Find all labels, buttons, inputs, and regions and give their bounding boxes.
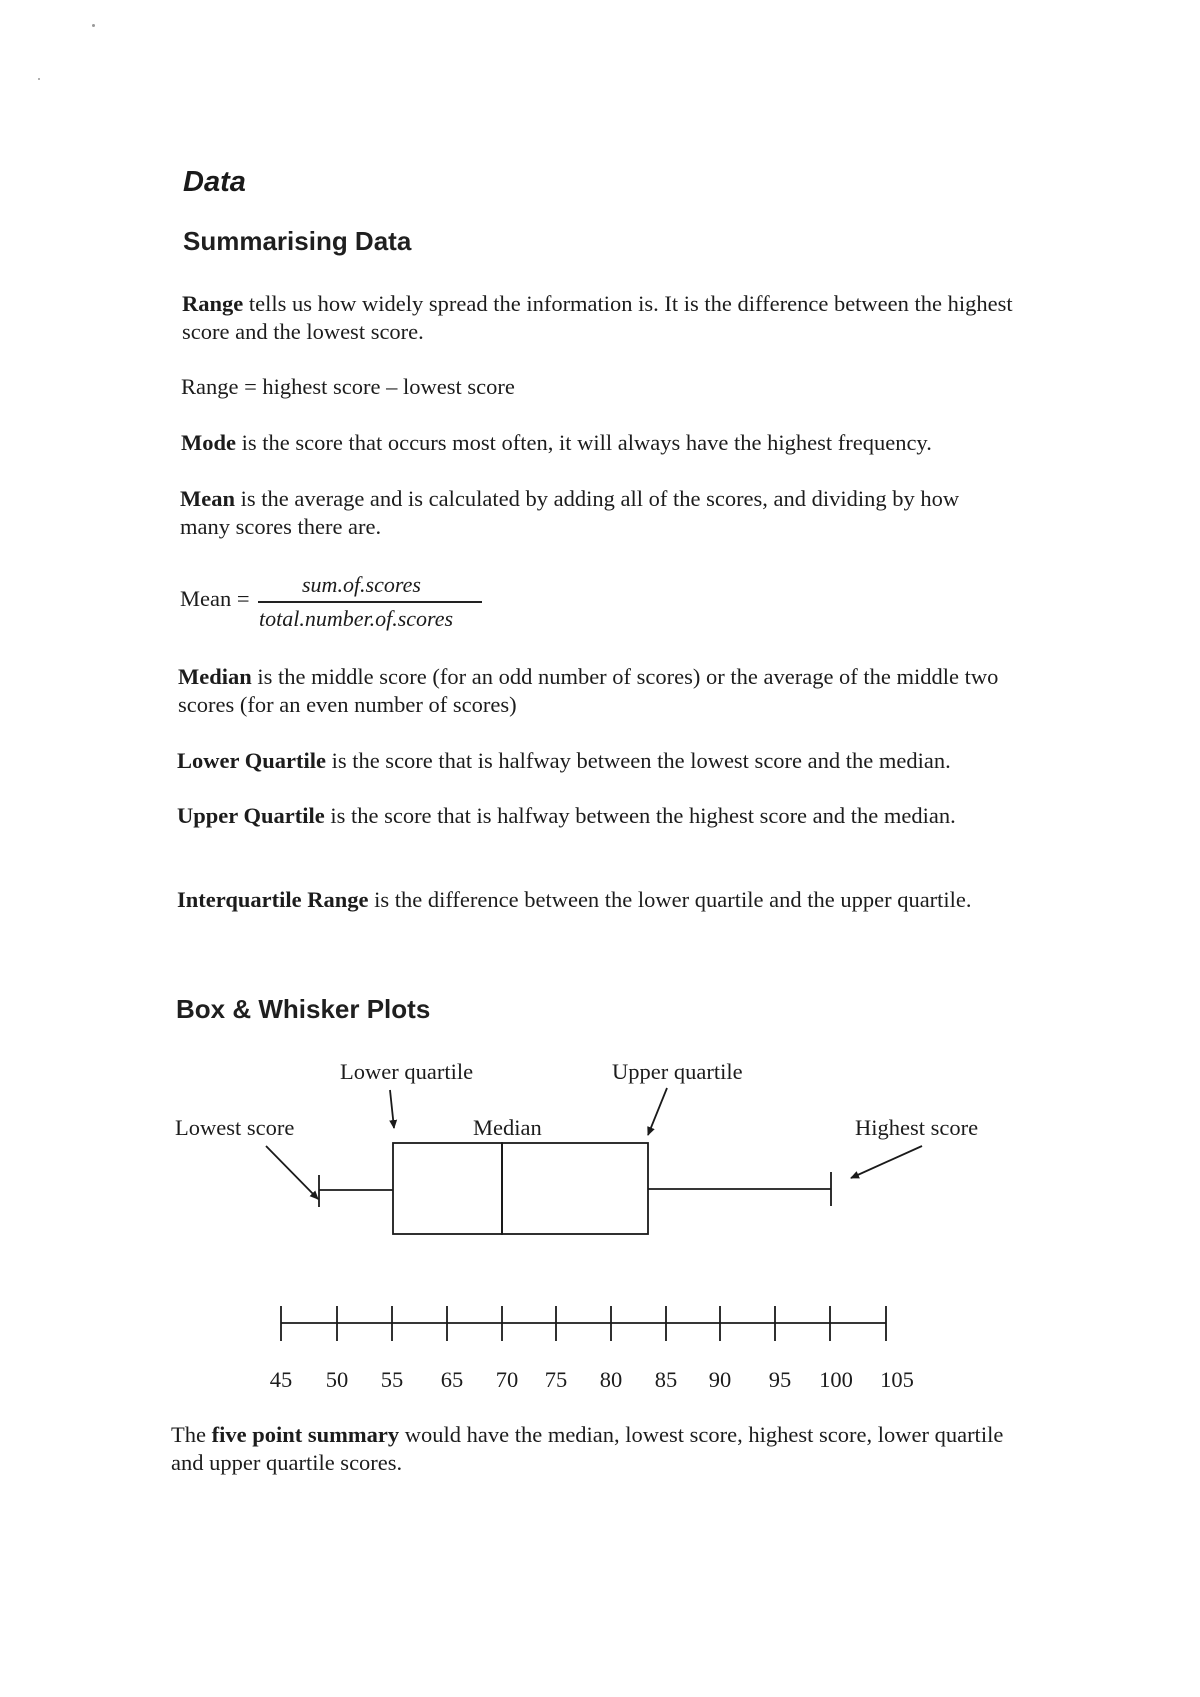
range-formula: Range = highest score – lowest score [181,374,515,399]
range-term: Range [182,291,244,316]
number-line-tick-labels [270,1367,914,1392]
label-lower-quartile: Lower quartile [340,1059,474,1084]
summary-before: The [171,1422,212,1447]
mean-formula-denominator: total.number.of.scores [259,606,454,631]
axis-tick-label: 45 [269,1367,293,1392]
axis-tick-label: 65 [440,1367,464,1392]
summary-after: would have the median, lowest score, highest score, lower quartile and upper quartile scores. [171,1422,1004,1475]
lower-quartile-text: is the score that is halfway between the lowest score and the median. [325,748,951,773]
five-point-summary [171,1421,1021,1477]
section-heading-summarising: Summarising Data [183,226,412,256]
label-highest-score: Highest score [855,1115,979,1140]
mean-formula-numerator: sum.of.scores [302,572,421,597]
summary-term: five point summary [211,1422,400,1447]
axis-tick-label: 95 [768,1367,792,1392]
axis-tick-label: 50 [325,1367,349,1392]
range-text: tells us how widely spread the information is. It is the difference between the highest score and the lowest score. [182,291,1013,344]
box-lower-half [393,1143,502,1234]
mode-term: Mode [181,430,236,455]
page-title: Data [183,166,246,198]
iqr-text: is the difference between the lower quartile and the upper quartile. [368,887,972,912]
axis-tick-label: 105 [880,1367,914,1392]
mean-text: is the average and is calculated by adding all of the scores, and dividing by how many scores there are. [180,486,960,539]
lower-quartile-term: Lower Quartile [177,748,326,773]
mean-term: Mean [180,486,235,511]
label-median: Median [473,1115,542,1140]
axis-tick-label: 100 [819,1367,853,1392]
median-text: is the middle score (for an odd number of scores) or the average of the middle two scores (for an even number of scores) [178,664,999,717]
lowest-score-arrow [266,1146,318,1199]
upper-quartile-text: is the score that is halfway between the highest score and the median. [324,803,956,828]
axis-tick-label: 85 [654,1367,678,1392]
axis-tick-label: 90 [708,1367,732,1392]
axis-tick-label: 55 [380,1367,404,1392]
label-lowest-score: Lowest score [175,1115,295,1140]
iqr-term: Interquartile Range [177,887,369,912]
axis-tick-label: 70 [495,1367,519,1392]
section-heading-box-whisker: Box & Whisker Plots [176,994,431,1024]
mean-formula-lhs: Mean = [180,586,250,611]
mode-text: is the score that occurs most often, it will always have the highest frequency. [236,430,932,455]
lower-quartile-arrow [390,1090,394,1128]
median-term: Median [178,664,252,689]
axis-tick-label: 80 [599,1367,623,1392]
axis-tick-label: 75 [544,1367,568,1392]
upper-quartile-term: Upper Quartile [177,803,325,828]
upper-quartile-arrow [648,1088,667,1135]
highest-score-arrow [851,1146,922,1178]
box-upper-half [502,1143,648,1234]
label-upper-quartile: Upper quartile [612,1059,743,1084]
